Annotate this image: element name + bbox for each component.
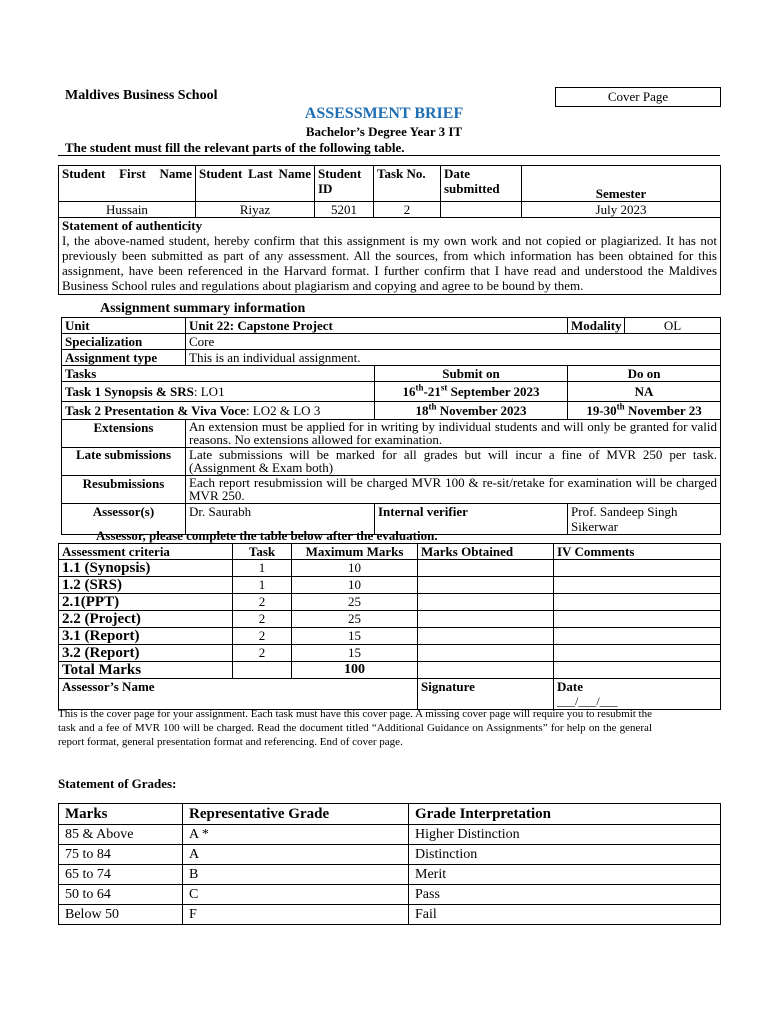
extensions-label: Extensions (62, 420, 186, 448)
resub-value: Each report resubmission will be charged MVR 100 & re-sit/retake for examination will be charged MVR 250. (186, 476, 721, 504)
task2-do (568, 402, 721, 420)
marks-cell: 65 to 74 (59, 865, 183, 885)
header-first-name: Student First Name (59, 166, 196, 202)
value-semester[interactable]: July 2023 (522, 202, 721, 218)
task2-submit-sup: th (428, 401, 437, 412)
task2-label: Task 2 Presentation & Viva Voce (65, 403, 246, 418)
task1-submit-month: September 2023 (447, 384, 540, 399)
page-title: ASSESSMENT BRIEF (304, 105, 464, 122)
max-cell: 15 (292, 628, 418, 645)
specialization-value: Core (186, 334, 721, 350)
interpretation-header: Grade Interpretation (409, 804, 721, 825)
grades-heading: Statement of Grades: (58, 776, 177, 791)
max-cell: 10 (292, 577, 418, 594)
table-row (59, 885, 721, 905)
assessor-value: Dr. Saurabh (186, 504, 375, 535)
table-row (59, 825, 721, 845)
signature-label: Signature (418, 679, 554, 710)
summary-heading: Assignment summary information (100, 301, 306, 316)
task2-row-label (62, 402, 375, 420)
criteria-cell: 3.1 (Report) (59, 628, 233, 645)
interpretation-cell: Fail (409, 905, 721, 925)
specialization-label: Specialization (62, 334, 186, 350)
unit-value: Unit 22: Capstone Project (186, 318, 568, 334)
task2-submit-day: 18 (415, 403, 429, 418)
criteria-cell: 1.2 (SRS) (59, 577, 233, 594)
grades-table (58, 803, 721, 925)
task2-do-sup: th (616, 401, 625, 412)
header-date-submitted: Date submitted (441, 166, 522, 202)
verifier-label: Internal verifier (375, 504, 568, 535)
summary-table (61, 317, 721, 535)
obtained-input[interactable] (418, 560, 554, 577)
max-cell: 10 (292, 560, 418, 577)
max-cell: 15 (292, 645, 418, 662)
table-row (59, 905, 721, 925)
value-task-no[interactable]: 2 (374, 202, 441, 218)
obtained-input[interactable] (418, 611, 554, 628)
authenticity-cell (59, 218, 721, 295)
iv-comment-input[interactable] (554, 611, 721, 628)
school-name: Maldives Business School (65, 88, 218, 103)
task1-submit-sup1: th (415, 382, 424, 393)
task-cell: 1 (233, 577, 292, 594)
grade-cell: A * (183, 825, 409, 845)
fill-instruction: The student must fill the relevant parts of the following table. (58, 140, 720, 156)
table-row (59, 594, 721, 611)
marks-cell: Below 50 (59, 905, 183, 925)
cover-page-label: Cover Page (555, 87, 721, 107)
interpretation-cell: Higher Distinction (409, 825, 721, 845)
marks-cell: 85 & Above (59, 825, 183, 845)
verifier-value: Prof. Sandeep Singh Sikerwar (568, 504, 721, 535)
resub-label: Resubmissions (62, 476, 186, 504)
iv-comment-input[interactable] (554, 645, 721, 662)
criteria-cell: 1.1 (Synopsis) (59, 560, 233, 577)
grade-cell: B (183, 865, 409, 885)
do-on-label: Do on (568, 366, 721, 382)
table-row (59, 560, 721, 577)
grade-header: Representative Grade (183, 804, 409, 825)
date-cell[interactable] (554, 679, 721, 710)
task-cell: 2 (233, 611, 292, 628)
obtained-input[interactable] (418, 594, 554, 611)
table-row (59, 645, 721, 662)
interpretation-cell: Merit (409, 865, 721, 885)
submit-on-label: Submit on (375, 366, 568, 382)
task2-do-month: November 23 (624, 403, 702, 418)
page-subtitle: Bachelor’s Degree Year 3 IT (305, 124, 463, 139)
evaluation-instruction: Assessor, please complete the table below after the evaluation. (96, 528, 438, 543)
iv-comments-header: IV Comments (554, 544, 721, 560)
obtained-input[interactable] (418, 577, 554, 594)
task1-submit-sup2: st (440, 382, 448, 393)
interpretation-cell: Pass (409, 885, 721, 905)
obtained-input[interactable] (418, 628, 554, 645)
value-first-name[interactable]: Hussain (59, 202, 196, 218)
header-task-no: Task No. (374, 166, 441, 202)
total-marks-label: Total Marks (59, 662, 233, 679)
task1-do: NA (568, 382, 721, 402)
task2-do-range: 19-30 (586, 403, 617, 418)
iv-comment-input[interactable] (554, 594, 721, 611)
table-row (59, 611, 721, 628)
task-header: Task (233, 544, 292, 560)
value-last-name[interactable]: Riyaz (196, 202, 315, 218)
table-row (59, 628, 721, 645)
total-spacer (233, 662, 292, 679)
task1-lo: : LO1 (193, 384, 225, 399)
unit-label: Unit (62, 318, 186, 334)
header-semester: Semester (522, 166, 721, 202)
task-cell: 2 (233, 594, 292, 611)
marks-cell: 50 to 64 (59, 885, 183, 905)
marks-cell: 75 to 84 (59, 845, 183, 865)
iv-comment-input[interactable] (554, 560, 721, 577)
task-cell: 2 (233, 645, 292, 662)
iv-comment-input[interactable] (554, 628, 721, 645)
cover-note: This is the cover page for your assignment. Each task must have this cover page. A missing cover page will require you to resubmit the task and a fee of MVR 100 will be charged. Read the document titled “Additional Guidance on Assignments” for help on the general report format, general presentation format and referencing. End of cover page. (58, 708, 652, 748)
task1-label: Task 1 Synopsis & SRS (65, 384, 194, 399)
header-student-id: Student ID (315, 166, 374, 202)
marks-obtained-header: Marks Obtained (418, 544, 554, 560)
task2-lo: : LO2 & LO 3 (245, 403, 321, 418)
task1-submit-day2: -21 (423, 384, 441, 399)
total-iv-input[interactable] (554, 662, 721, 679)
modality-value: OL (625, 318, 721, 334)
header-last-name: Student Last Name (196, 166, 315, 202)
assignment-type-value: This is an individual assignment. (186, 350, 721, 366)
grade-cell: A (183, 845, 409, 865)
criteria-header: Assessment criteria (59, 544, 233, 560)
modality-label: Modality (568, 318, 625, 334)
table-row (59, 577, 721, 594)
iv-comment-input[interactable] (554, 577, 721, 594)
assignment-type-label: Assignment type (62, 350, 186, 366)
task1-submit-day: 16 (402, 384, 416, 399)
extensions-value: An extension must be applied for in writing by individual students and will only be granted for valid reasons. No extensions allowed for examination. (186, 420, 721, 448)
interpretation-cell: Distinction (409, 845, 721, 865)
late-value: Late submissions will be marked for all grades but will incur a fine of MVR 250 per task. (Assignment & Exam both) (186, 448, 721, 476)
assessor-label: Assessor(s) (62, 504, 186, 535)
grade-cell: F (183, 905, 409, 925)
task1-row-label (62, 382, 375, 402)
task2-submit (375, 402, 568, 420)
total-obtained-input[interactable] (418, 662, 554, 679)
authenticity-text: I, the above-named student, hereby confirm that this assignment is my own work and not copied or plagiarized. It has not previously been submitted as part of any assessment. All the sources, from which information has been obtained for this assignment, have been referenced in the Harvard format. I further confirm that I have read and understood the Maldives Business School rules and regulations about plagiarism and copying and agree to be bound by them. (62, 233, 717, 293)
marks-header: Marks (59, 804, 183, 825)
max-marks-header: Maximum Marks (292, 544, 418, 560)
assessor-name-label: Assessor’s Name (59, 679, 418, 710)
max-cell: 25 (292, 611, 418, 628)
date-label: Date (557, 679, 583, 694)
criteria-cell: 2.2 (Project) (59, 611, 233, 628)
task-cell: 1 (233, 560, 292, 577)
criteria-cell: 2.1(PPT) (59, 594, 233, 611)
table-row (59, 865, 721, 885)
evaluation-table (58, 543, 721, 710)
student-table (58, 165, 721, 295)
total-marks-value: 100 (292, 662, 418, 679)
task2-submit-month: November 2023 (436, 403, 527, 418)
table-row (59, 845, 721, 865)
criteria-cell: 3.2 (Report) (59, 645, 233, 662)
task1-submit (375, 382, 568, 402)
grade-cell: C (183, 885, 409, 905)
obtained-input[interactable] (418, 645, 554, 662)
date-blank: ___/___/___ (557, 694, 618, 708)
value-student-id[interactable]: 5201 (315, 202, 374, 218)
authenticity-heading: Statement of authenticity (62, 218, 203, 233)
value-date-submitted[interactable] (441, 202, 522, 218)
max-cell: 25 (292, 594, 418, 611)
late-label: Late submissions (62, 448, 186, 476)
task-cell: 2 (233, 628, 292, 645)
tasks-label: Tasks (62, 366, 375, 382)
